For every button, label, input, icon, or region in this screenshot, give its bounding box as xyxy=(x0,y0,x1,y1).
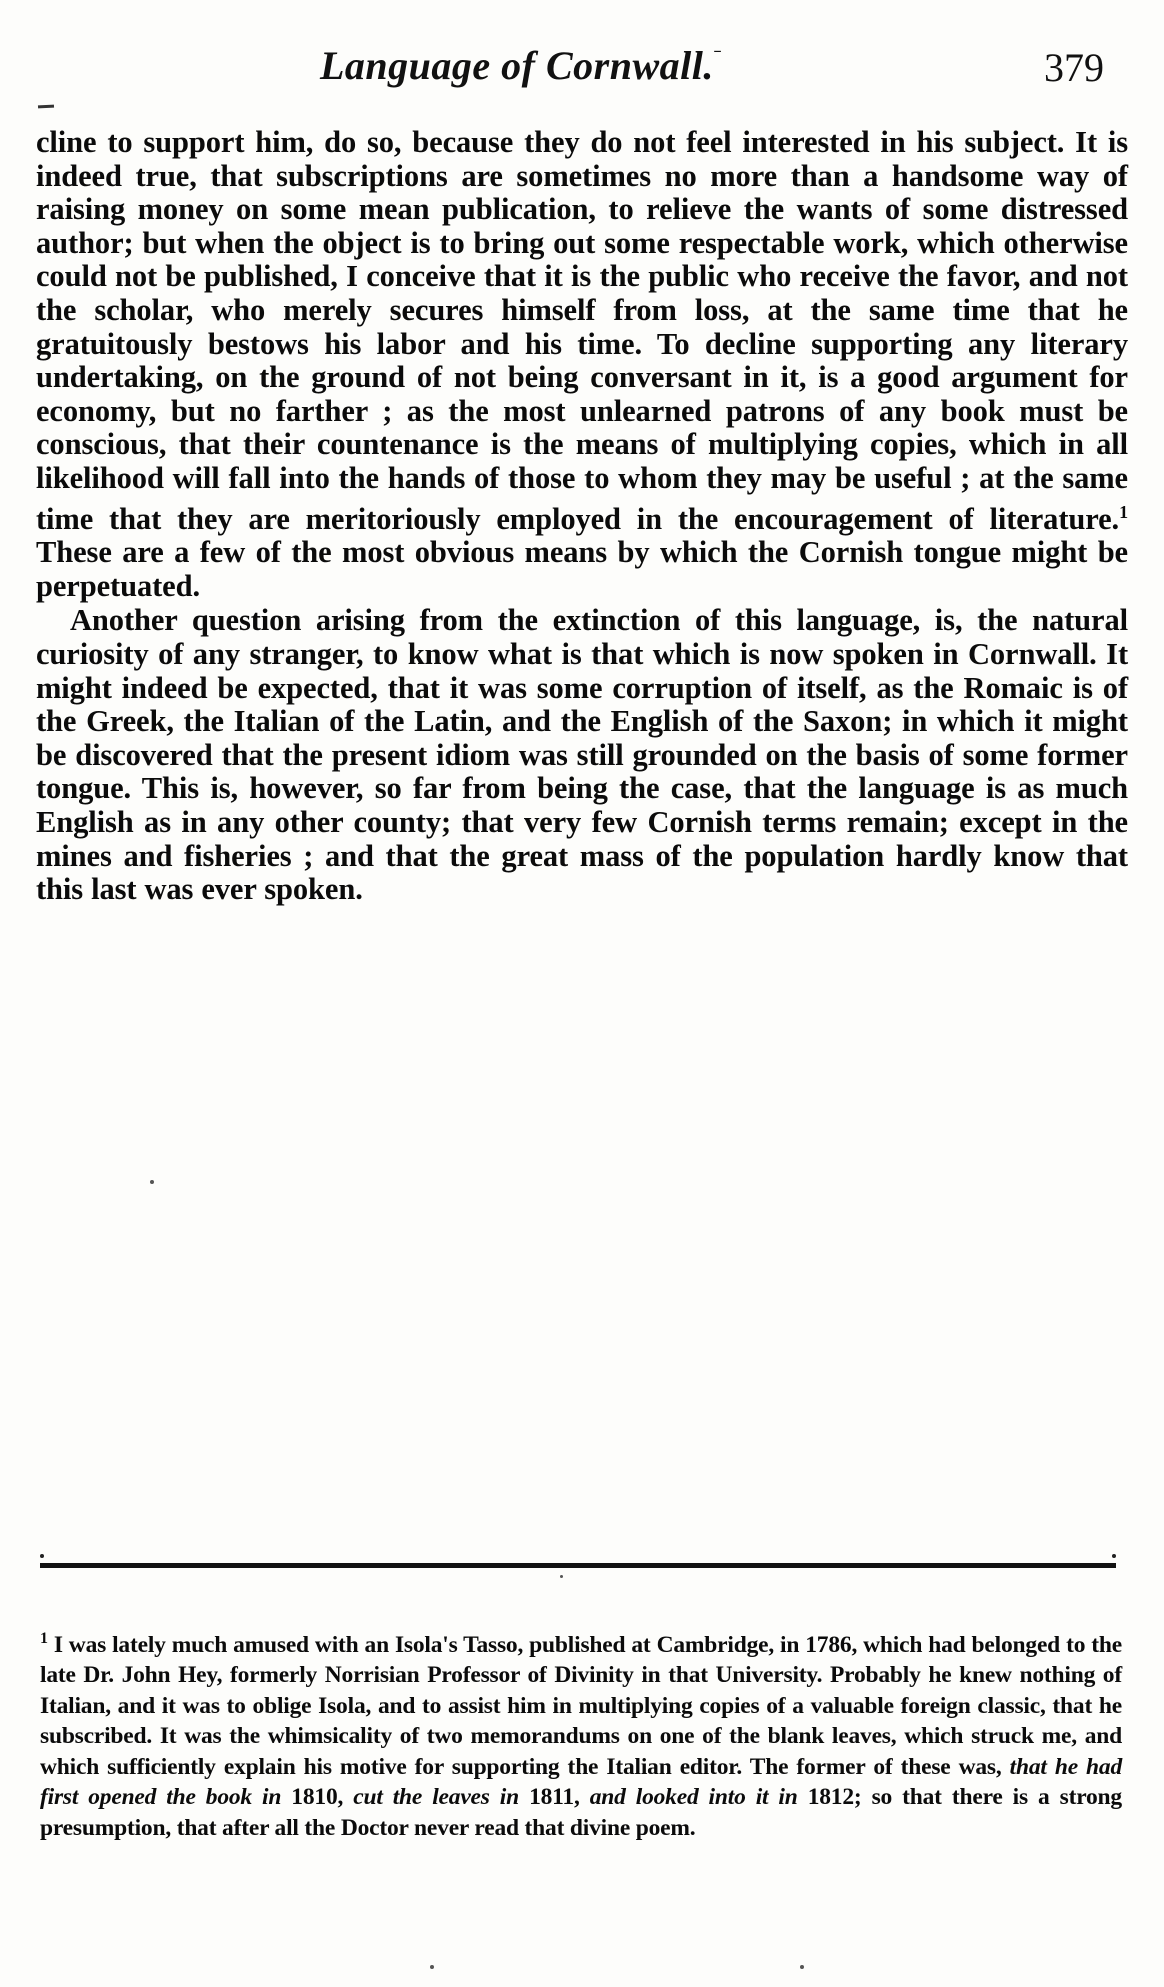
footnote-block xyxy=(40,1624,1122,1843)
ink-speck-b xyxy=(560,1575,563,1578)
footnote-segment-4: 1811, xyxy=(529,1784,590,1811)
footnote-segment-3: cut the leaves in xyxy=(353,1784,530,1811)
ink-speck-rule-right xyxy=(1112,1554,1116,1558)
running-head-tick: ˉ xyxy=(713,44,722,70)
paragraph-1 xyxy=(36,126,1128,603)
body-text xyxy=(36,126,1128,907)
footnote-marker: 1 xyxy=(40,1630,48,1647)
ink-speck-rule-left xyxy=(40,1554,44,1558)
footnote-segment-5: and looked into it in xyxy=(589,1784,808,1811)
footnote-segment-2: 1810, xyxy=(291,1784,354,1811)
page-number: 379 xyxy=(1044,45,1104,90)
running-head-title xyxy=(320,42,722,89)
paragraph-2 xyxy=(36,604,1128,906)
ink-speck-d xyxy=(800,1965,804,1969)
ink-speck-a xyxy=(150,1180,154,1184)
ink-speck-top xyxy=(38,105,54,109)
running-head-text: Language of Cornwall. xyxy=(320,43,714,88)
footnote-text xyxy=(40,1632,1122,1841)
footnote-reference-marker: 1 xyxy=(1119,501,1128,522)
footnote-separator-rule xyxy=(40,1563,1116,1568)
paragraph-1-text: cline to support him, do so, because they do not feel interested in his subject. It is indeed true, that subscriptions are sometimes no more than a handsome way of raising money on some mean publication, to relieve the wants of some distressed author; but when the object is to bring out some respectable work, which otherwise could not be published, I conceive that it is the public who receive the favor, and not the scholar, who merely secures himself from loss, at the same time that he gratuitously bestows his labor and his time. To decline supporting any literary undertaking, on the ground of not being conversant in it, is a good argument for economy, but no farther ; as the most unlearned patrons of any book must be conscious, that their countenance is the means of multiplying copies, which in all likelihood will fall into the hands of those to whom they may be useful ; at the same time that they are meritoriously employed in the encouragement of literature. xyxy=(36,125,1128,536)
footnote-segment-0: I was lately much amused with an Isola's Tasso, published at Cambridge, in 1786, which had belonged to the late Dr. John Hey, formerly Norrisian Professor of Divinity in that University. Probably he knew nothing of Italian, and it was to oblige Isola, and to assist him in multiplying copies of a valuable foreign classic, that he subscribed. It was the whimsicality of two memorandums on one of the blank leaves, which struck me, and which sufficiently explain his motive for supporting the Italian editor. The former of these was, xyxy=(40,1631,1122,1780)
footnote-segment-1: that he had first opened the book in xyxy=(40,1753,1122,1811)
ink-speck-c xyxy=(430,1965,434,1969)
page-header xyxy=(40,42,1124,102)
footnote-segment-6: 1812; so that there is a strong presumption, that after all the Doctor never read that divine poem. xyxy=(40,1784,1122,1841)
paragraph-2-text: Another question arising from the extinction of this language, is, the natural curiosity of any stranger, to know what is that which is now spoken in Cornwall. It might indeed be expected, that it was some corruption of itself, as the Romaic is of the Greek, the Italian of the Latin, and the English of the Saxon; in which it might be discovered that the present idiom was still grounded on the basis of some former tongue. This is, however, so far from being the case, that the language is as much English as in any other county; that very few Cornish terms remain; except in the mines and fisheries ; and that the great mass of the population hardly know that this last was ever spoken. xyxy=(36,603,1128,907)
paragraph-1-tail: These are a few of the most obvious means by which the Cornish tongue might be perpetuated. xyxy=(36,535,1128,603)
